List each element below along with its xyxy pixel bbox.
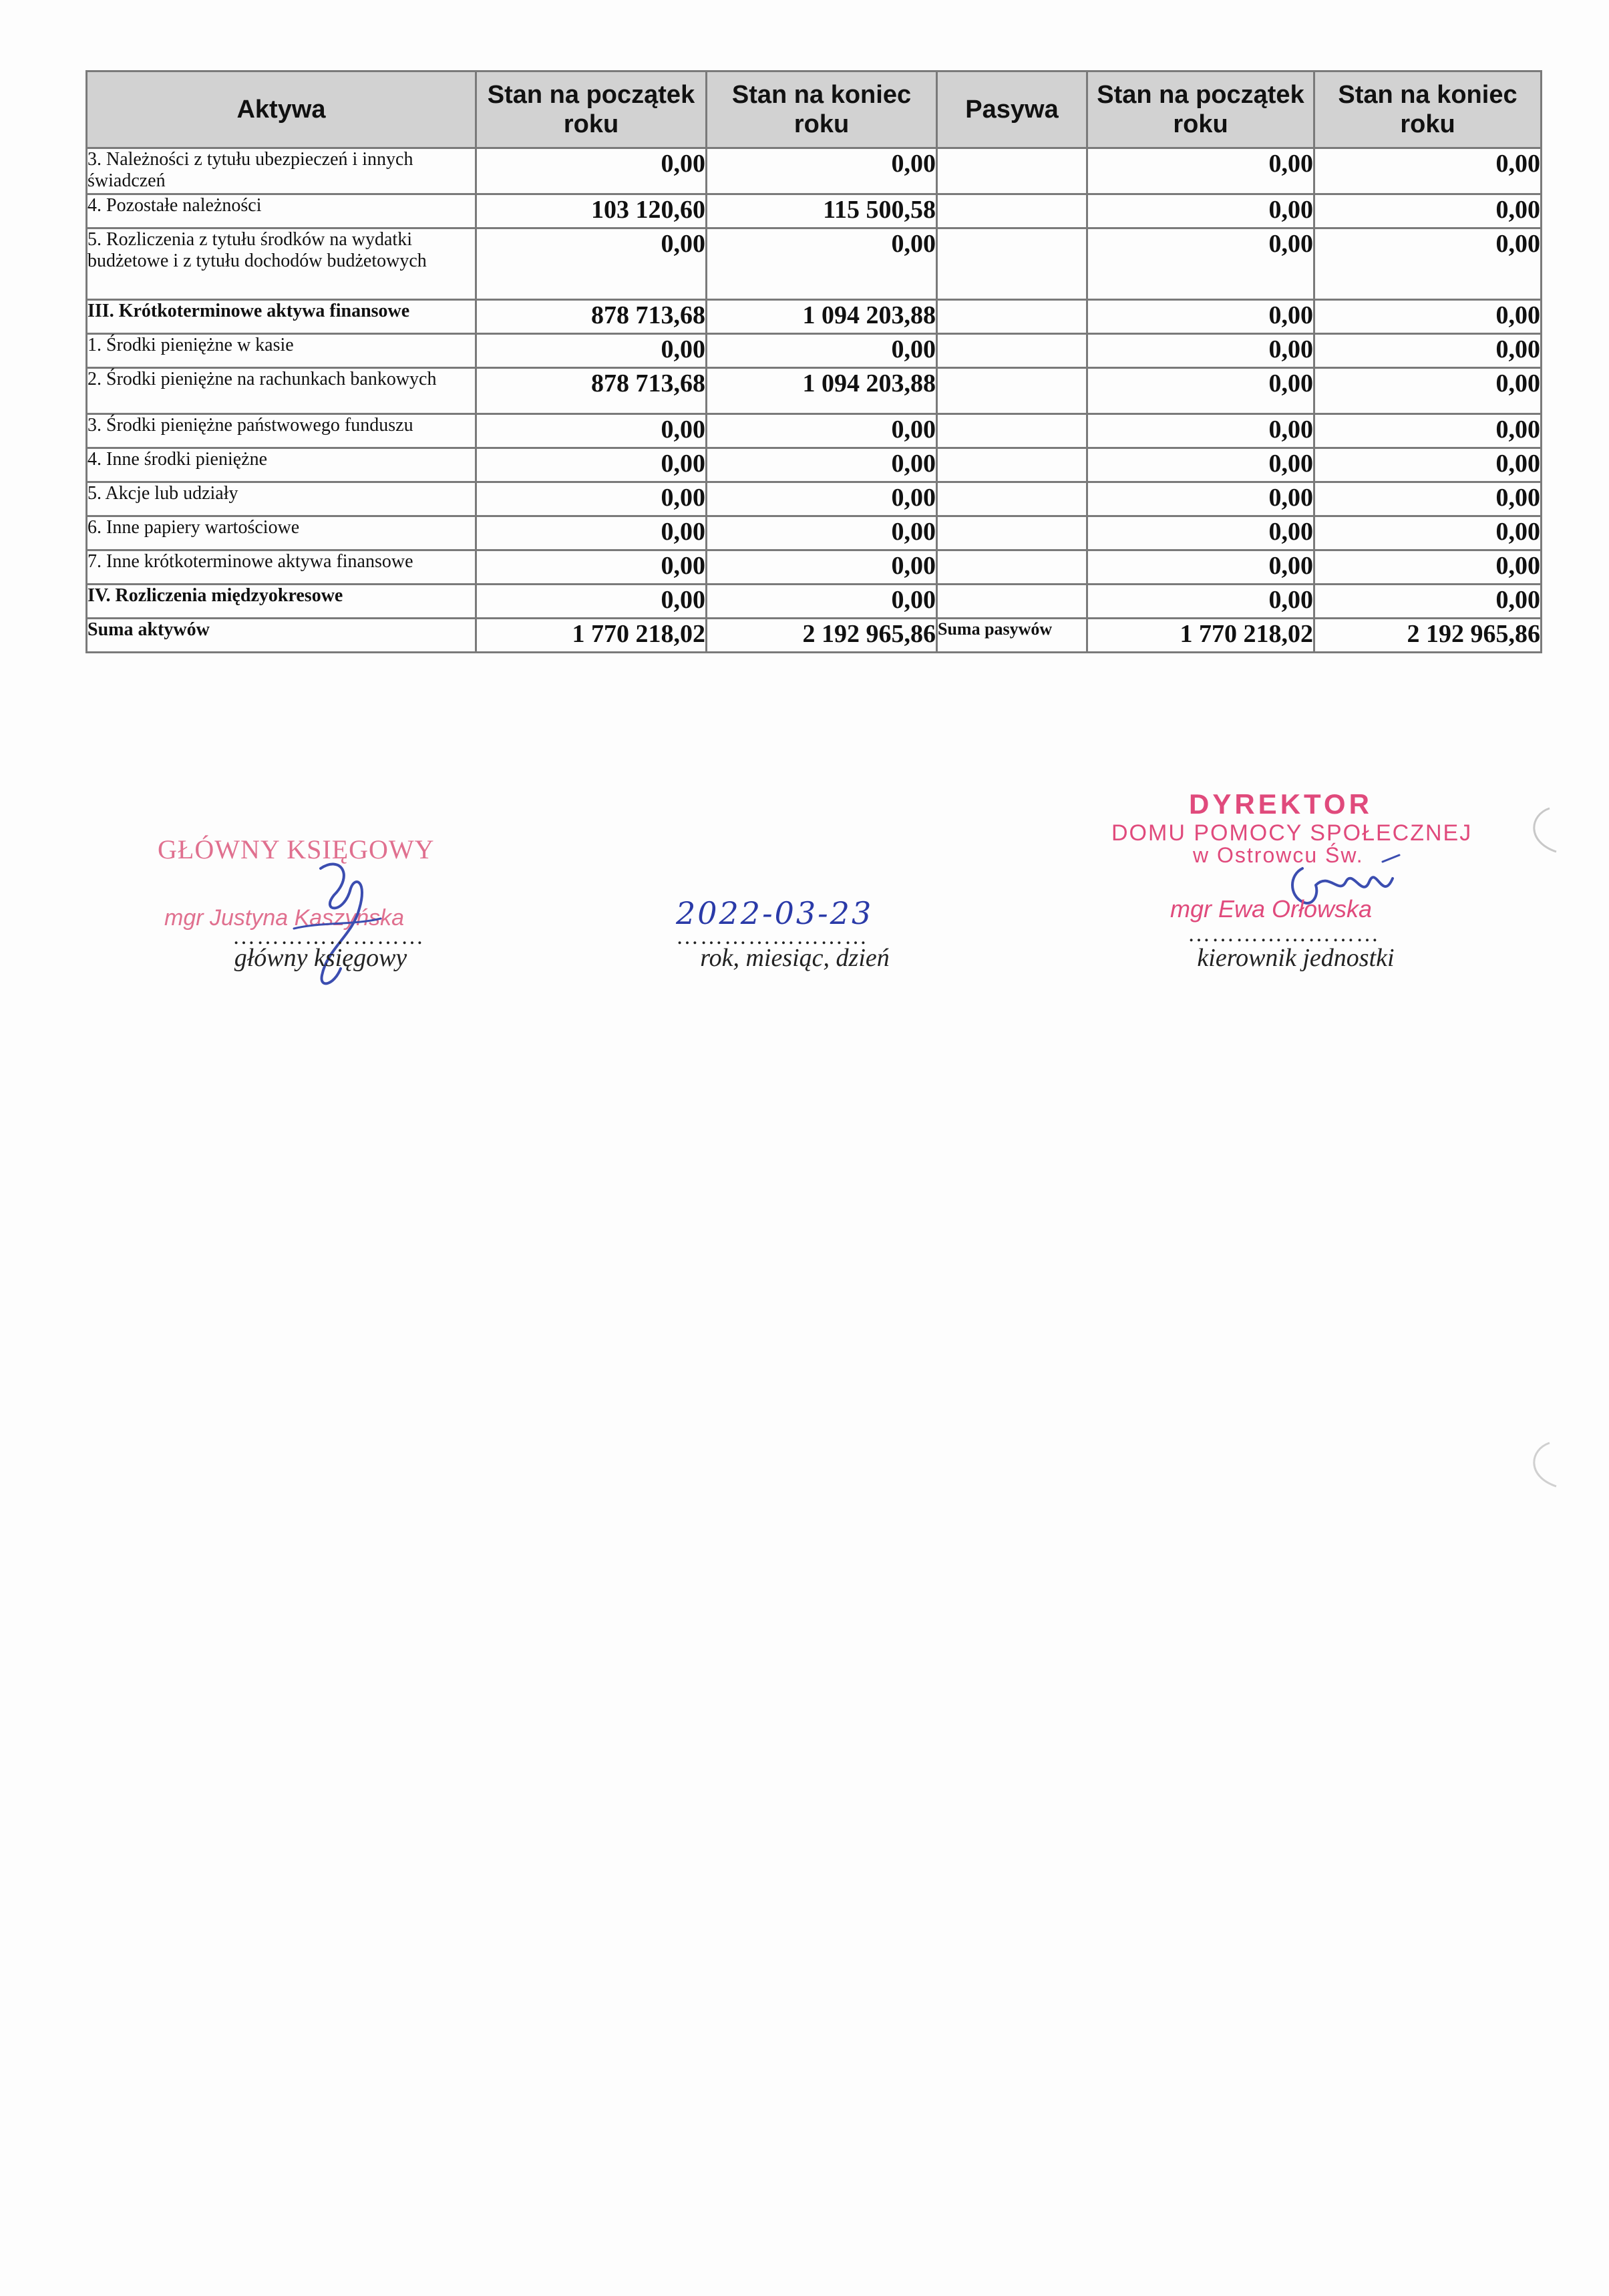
total-liabilities-label: Suma pasywów	[937, 619, 1087, 653]
director-stamp-organization: DOMU POMOCY SPOŁECZNEJ	[1111, 820, 1473, 846]
balance-sheet-table	[85, 70, 1542, 653]
assets-start-value: 0,00	[476, 228, 707, 300]
assets-end-value: 0,00	[707, 448, 937, 482]
date-caption: rok, miesiąc, dzień	[700, 944, 890, 972]
liabilities-end-value: 0,00	[1314, 148, 1542, 194]
row-label: 5. Akcje lub udziały	[87, 482, 476, 516]
assets-start-value: 878 713,68	[476, 368, 707, 414]
table-row	[87, 550, 1542, 585]
row-label: 3. Należności z tytułu ubezpieczeń i innych świadczeń	[87, 148, 476, 194]
assets-end-value: 115 500,58	[707, 194, 937, 228]
assets-end-value: 0,00	[707, 148, 937, 194]
assets-end-value: 0,00	[707, 550, 937, 585]
liabilities-start-value: 0,00	[1087, 414, 1314, 448]
assets-end-value: 0,00	[707, 516, 937, 550]
assets-start-value: 0,00	[476, 148, 707, 194]
director-caption: kierownik jednostki	[1197, 944, 1395, 972]
liabilities-start-value: 0,00	[1087, 300, 1314, 334]
liabilities-end-value: 0,00	[1314, 194, 1542, 228]
total-assets-start: 1 770 218,02	[476, 619, 707, 653]
row-label: 2. Środki pieniężne na rachunkach bankowych	[87, 368, 476, 414]
liabilities-label	[937, 148, 1087, 194]
chief-accountant-stamp-name: mgr Justyna Kaszyńska	[164, 905, 405, 931]
row-label: 7. Inne krótkoterminowe aktywa finansowe	[87, 550, 476, 585]
header-aktywa: Aktywa	[87, 71, 476, 148]
header-assets-end: Stan na koniec roku	[707, 71, 937, 148]
table-header-row	[87, 71, 1542, 148]
liabilities-start-value: 0,00	[1087, 550, 1314, 585]
assets-end-value: 1 094 203,88	[707, 368, 937, 414]
row-label: 4. Inne środki pieniężne	[87, 448, 476, 482]
liabilities-end-value: 0,00	[1314, 368, 1542, 414]
row-label: IV. Rozliczenia międzyokresowe	[87, 585, 476, 619]
total-assets-label: Suma aktywów	[87, 619, 476, 653]
liabilities-start-value: 0,00	[1087, 368, 1314, 414]
header-liabilities-end: Stan na koniec roku	[1314, 71, 1542, 148]
liabilities-label	[937, 550, 1087, 585]
liabilities-start-value: 0,00	[1087, 585, 1314, 619]
header-assets-start: Stan na początek roku	[476, 71, 707, 148]
table-row	[87, 368, 1542, 414]
liabilities-start-value: 0,00	[1087, 148, 1314, 194]
liabilities-label	[937, 585, 1087, 619]
header-liabilities-start: Stan na początek roku	[1087, 71, 1314, 148]
liabilities-end-value: 0,00	[1314, 228, 1542, 300]
assets-start-value: 0,00	[476, 585, 707, 619]
assets-end-value: 0,00	[707, 482, 937, 516]
liabilities-end-value: 0,00	[1314, 550, 1542, 585]
assets-start-value: 0,00	[476, 448, 707, 482]
liabilities-label	[937, 516, 1087, 550]
assets-end-value: 0,00	[707, 334, 937, 368]
chief-accountant-caption: główny księgowy	[234, 944, 407, 972]
row-label: 6. Inne papiery wartościowe	[87, 516, 476, 550]
total-assets-end: 2 192 965,86	[707, 619, 937, 653]
liabilities-end-value: 0,00	[1314, 482, 1542, 516]
liabilities-start-value: 0,00	[1087, 194, 1314, 228]
row-label: 5. Rozliczenia z tytułu środków na wydatki budżetowe i z tytułu dochodów budżetowych	[87, 228, 476, 300]
chief-accountant-stamp-title: GŁÓWNY KSIĘGOWY	[158, 834, 435, 864]
row-label: III. Krótkoterminowe aktywa finansowe	[87, 300, 476, 334]
assets-end-value: 0,00	[707, 228, 937, 300]
table-row	[87, 228, 1542, 300]
assets-end-value: 1 094 203,88	[707, 300, 937, 334]
table-row	[87, 482, 1542, 516]
row-label: 4. Pozostałe należności	[87, 194, 476, 228]
assets-start-value: 0,00	[476, 482, 707, 516]
total-liabilities-end: 2 192 965,86	[1314, 619, 1542, 653]
assets-start-value: 0,00	[476, 516, 707, 550]
liabilities-end-value: 0,00	[1314, 516, 1542, 550]
director-stamp-title: DYREKTOR	[1189, 788, 1373, 820]
liabilities-end-value: 0,00	[1314, 414, 1542, 448]
liabilities-label	[937, 368, 1087, 414]
table-row	[87, 585, 1542, 619]
table-row	[87, 414, 1542, 448]
header-pasywa: Pasywa	[937, 71, 1087, 148]
liabilities-start-value: 0,00	[1087, 448, 1314, 482]
assets-start-value: 0,00	[476, 414, 707, 448]
chief-accountant-dotted-line: ……………………	[232, 925, 425, 949]
liabilities-label	[937, 414, 1087, 448]
table-row	[87, 148, 1542, 194]
director-stamp-city: w Ostrowcu Św.	[1193, 843, 1364, 867]
liabilities-label	[937, 448, 1087, 482]
assets-end-value: 0,00	[707, 414, 937, 448]
director-dotted-line: ……………………	[1188, 922, 1380, 947]
liabilities-start-value: 0,00	[1087, 334, 1314, 368]
liabilities-start-value: 0,00	[1087, 228, 1314, 300]
liabilities-end-value: 0,00	[1314, 448, 1542, 482]
scan-artifact-mark	[1516, 1436, 1570, 1496]
liabilities-start-value: 0,00	[1087, 516, 1314, 550]
row-label: 1. Środki pieniężne w kasie	[87, 334, 476, 368]
liabilities-label	[937, 300, 1087, 334]
table-row	[87, 516, 1542, 550]
date-dotted-line: ……………………	[676, 925, 868, 949]
director-stamp-name: mgr Ewa Orłowska	[1170, 895, 1373, 923]
total-liabilities-start: 1 770 218,02	[1087, 619, 1314, 653]
assets-start-value: 103 120,60	[476, 194, 707, 228]
liabilities-label	[937, 228, 1087, 300]
total-row	[87, 619, 1542, 653]
liabilities-start-value: 0,00	[1087, 482, 1314, 516]
table-row	[87, 194, 1542, 228]
table-row	[87, 300, 1542, 334]
liabilities-end-value: 0,00	[1314, 300, 1542, 334]
assets-start-value: 0,00	[476, 334, 707, 368]
liabilities-label	[937, 334, 1087, 368]
chief-accountant-signature	[281, 848, 387, 995]
assets-start-value: 0,00	[476, 550, 707, 585]
row-label: 3. Środki pieniężne państwowego funduszu	[87, 414, 476, 448]
liabilities-end-value: 0,00	[1314, 334, 1542, 368]
assets-end-value: 0,00	[707, 585, 937, 619]
table-row	[87, 334, 1542, 368]
table-row	[87, 448, 1542, 482]
scan-artifact-mark	[1516, 802, 1570, 862]
liabilities-end-value: 0,00	[1314, 585, 1542, 619]
liabilities-label	[937, 482, 1087, 516]
liabilities-label	[937, 194, 1087, 228]
assets-start-value: 878 713,68	[476, 300, 707, 334]
signature-date: 2022-03-23	[676, 895, 874, 931]
